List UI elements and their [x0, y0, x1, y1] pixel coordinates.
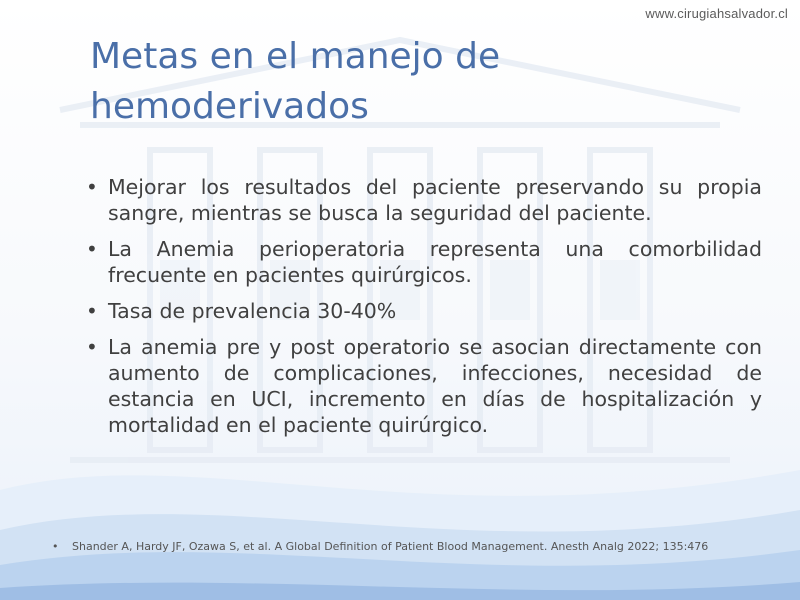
reference-text: Shander A, Hardy JF, Ozawa S, et al. A Global Definition of Patient Blood Management. Anesth Analg 2022; 135:476 [72, 540, 709, 553]
slide-title: Metas en el manejo de hemoderivados [90, 36, 501, 127]
bullet-item [86, 174, 762, 226]
bullet-text: La Anemia perioperatoria representa una comorbilidad frecuente en pacientes quirúrgicos. [108, 237, 762, 287]
bullet-item [86, 298, 762, 324]
bullet-text: Tasa de prevalencia 30-40% [108, 299, 397, 323]
bullet-item [86, 236, 762, 288]
bullet-marker-icon: • [86, 335, 98, 359]
bullet-marker-icon: • [86, 299, 98, 323]
bullet-text: La anemia pre y post operatorio se asocian directamente con aumento de complicaciones, infecciones, necesidad de estancia en UCI, incremento en días de hospitalización y mortalidad en el paciente quirúrgico. [108, 335, 762, 437]
reference-marker-icon: • [52, 540, 59, 553]
site-url: www.cirugiahsalvador.cl [645, 6, 788, 21]
reference-citation [52, 540, 772, 553]
bullet-marker-icon: • [86, 175, 98, 199]
bullet-list [86, 174, 762, 448]
bullet-marker-icon: • [86, 237, 98, 261]
bullet-item [86, 334, 762, 438]
bullet-text: Mejorar los resultados del paciente preservando su propia sangre, mientras se busca la seguridad del paciente. [108, 175, 762, 225]
